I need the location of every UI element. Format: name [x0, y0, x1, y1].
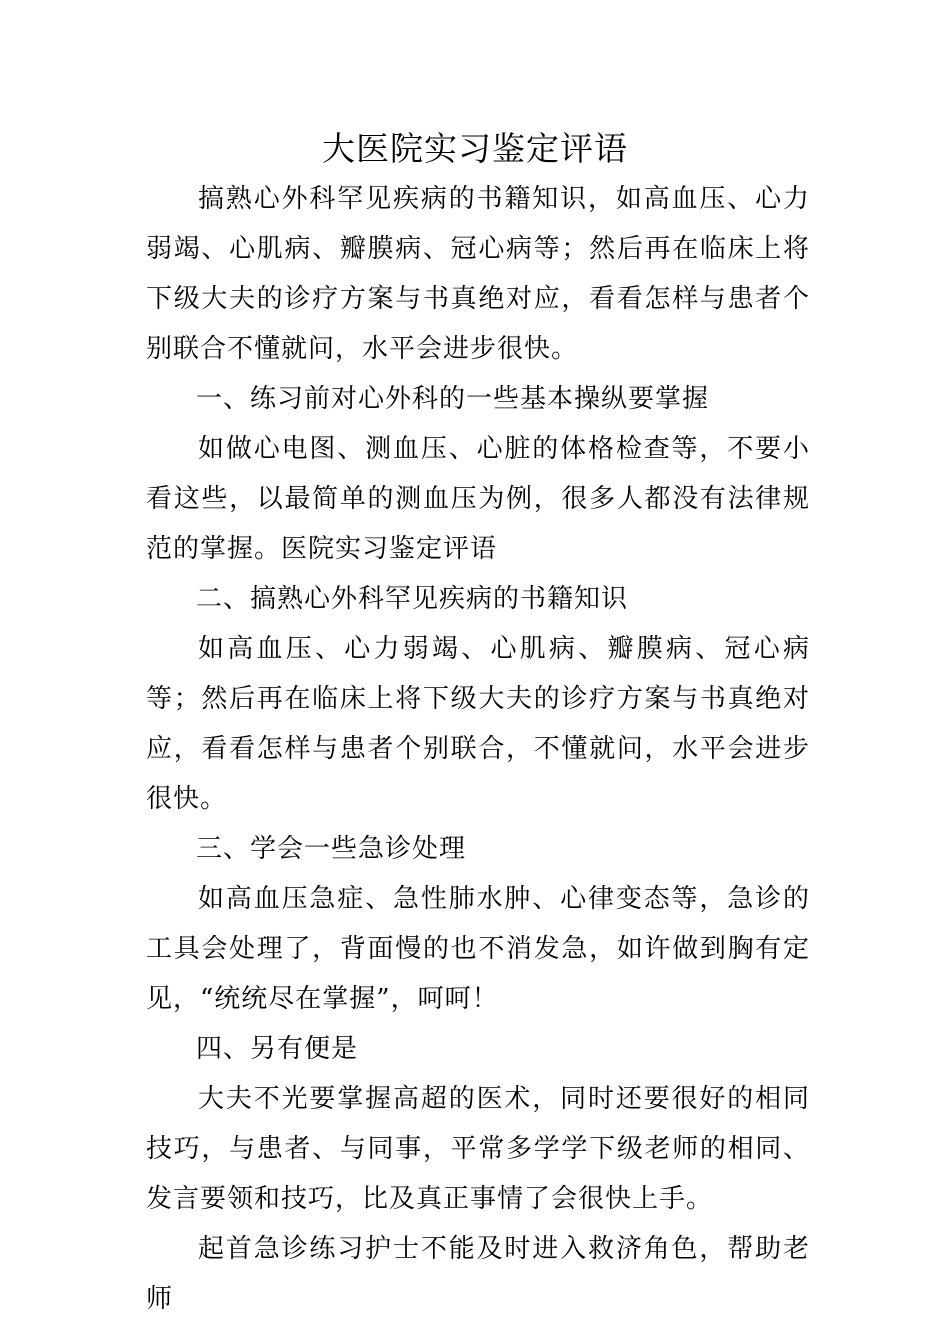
paragraph-intro: 搞熟心外科罕见疾病的书籍知识，如高血压、心力弱竭、心肌病、瓣膜病、冠心病等；然后再在临床上将下级大夫的诊疗方案与书真绝对应，看看怎样与患者个别联合不懂就问，水平会进步很快。: [146, 184, 810, 364]
paragraph-2: 如高血压、心力弱竭、心肌病、瓣膜病、冠心病等；然后再在临床上将下级大夫的诊疗方案与书真绝对应，看看怎样与患者个别联合，不懂就问，水平会进步很快。: [146, 634, 810, 814]
paragraph-5: 起首急诊练习护士不能及时进入救济角色，帮助老师: [146, 1234, 810, 1314]
paragraph-4: 大夫不光要掌握高超的医术，同时还要很好的相同技巧，与患者、与同事，平常多学学下级老师的相同、发言要领和技巧，比及真正事情了会很快上手。: [146, 1084, 810, 1214]
paragraph-3: 如高血压急症、急性肺水肿、心律变态等，急诊的工具会处理了，背面慢的也不消发急，如许做到胸有定见，“统统尽在掌握”，呵呵！: [146, 884, 810, 1014]
section-heading-1: 一、练习前对心外科的一些基本操纵要掌握: [196, 384, 710, 414]
document-body: [146, 174, 810, 1324]
paragraph-1: 如做心电图、测血压、心脏的体格检查等，不要小看这些，以最简单的测血压为例，很多人都没有法律规范的掌握。医院实习鉴定评语: [146, 434, 810, 564]
section-heading-2: 二、搞熟心外科罕见疾病的书籍知识: [196, 584, 629, 614]
page-title: 大医院实习鉴定评语: [322, 129, 628, 168]
section-heading-4: 四、另有便是: [196, 1034, 359, 1064]
section-heading-3: 三、学会一些急诊处理: [196, 834, 467, 864]
